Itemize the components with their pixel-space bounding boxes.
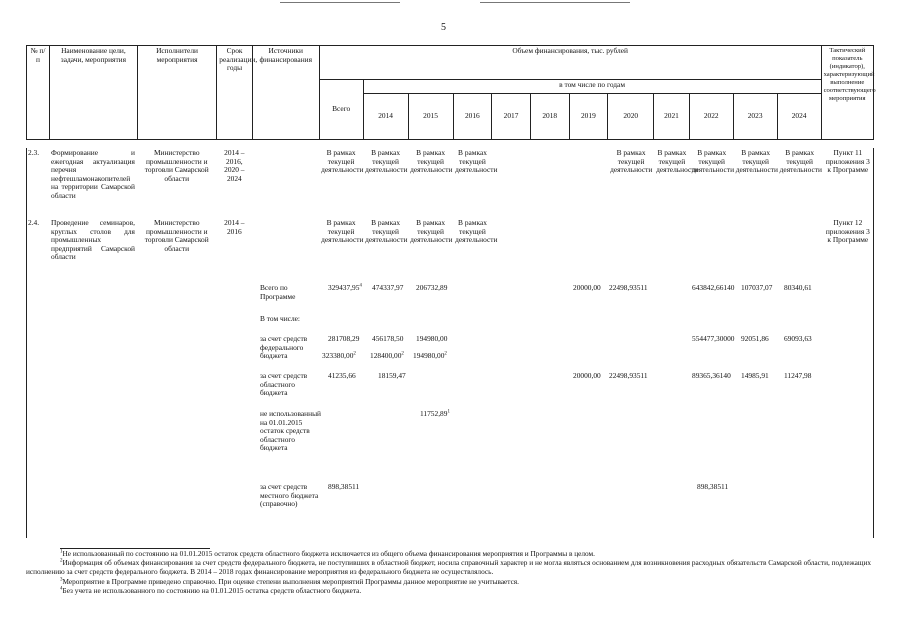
year-header: 2022 xyxy=(689,94,733,140)
top-rule xyxy=(280,2,400,3)
year-header: 2015 xyxy=(408,94,453,140)
total-2019: 20000,00 xyxy=(573,283,601,292)
year-header: 2024 xyxy=(777,94,821,140)
fed-2024: 69093,63 xyxy=(784,334,812,343)
cell-2014: В рамках текущей деятельности xyxy=(365,218,408,245)
fed-2014: 456178,50 xyxy=(372,334,404,343)
footnote: $^2$Информация об объемах финансирования за счет средств федерального бюджета, не поступивших в областной бюджет, носила справочный характер и не могла являться основанием для возникновения расходных обязательств Самарской области, подлежащих исполнению за счет средств федерального бюджета. В 2014 – 2018 годах финансирование мероприятия из федерального бюджета не осуществлялось. xyxy=(26,558,872,576)
reg-2020: 22498,93511 xyxy=(609,371,648,380)
reg-2019: 20000,00 xyxy=(573,371,601,380)
col-term: Срок реализации, годы xyxy=(217,46,253,140)
total-2015: 206732,89 xyxy=(416,283,448,292)
fed-total-2: 323380,00$^2$ xyxy=(322,351,356,360)
local-total: 898,38511 xyxy=(328,482,360,491)
row-name: Формирование и ежегодная актуализация перечня нефтешламонакопителей на территории Самарской области xyxy=(51,148,135,200)
cell-2015: В рамках текущей деятельности xyxy=(410,148,453,175)
cell-2024: В рамках текущей деятельности xyxy=(779,148,822,175)
total-2014: 474337,97 xyxy=(372,283,404,292)
finance-table-body xyxy=(26,148,874,278)
page-number: 5 xyxy=(441,22,446,33)
cell-2015: В рамках текущей деятельности xyxy=(410,218,453,245)
col-volume: Объем финансирования, тыс. рублей xyxy=(319,46,821,80)
col-by-years: в том числе по годам xyxy=(363,80,821,94)
col-executors: Исполнители мероприятия xyxy=(137,46,216,140)
table-left-border xyxy=(26,148,27,538)
local-2022: 898,38511 xyxy=(697,482,729,491)
finance-table-header xyxy=(26,45,874,140)
reg-label: за счет средств областного бюджета xyxy=(260,371,308,398)
fed-label: за счет средств федерального бюджета xyxy=(260,334,308,361)
row-executor: Министерство промышленности и торговли Самарской области xyxy=(144,218,209,253)
year-header: 2023 xyxy=(733,94,777,140)
incl-label: В том числе: xyxy=(260,314,300,323)
col-sources: Источники финансирования xyxy=(252,46,319,140)
fed-2022: 554477,30000 xyxy=(692,334,735,343)
table-row xyxy=(26,148,874,218)
table-right-border xyxy=(873,148,874,538)
col-indicator: Тактический показатель (индикатор), характеризующий выполнение соответствующего мероприятия xyxy=(821,46,873,140)
total-2024: 80340,61 xyxy=(784,283,812,292)
local-label: за счет средств местного бюджета (справочно) xyxy=(260,482,319,509)
year-header: 2020 xyxy=(608,94,654,140)
year-header: 2019 xyxy=(569,94,608,140)
unused-label: не использованный на 01.01.2015 остаток средств областного бюджета xyxy=(260,409,322,453)
col-total: Всего xyxy=(319,80,363,140)
year-header: 2017 xyxy=(492,94,531,140)
year-header: 2014 xyxy=(363,94,408,140)
row-indicator: Пункт 11 приложения 3 к Программе xyxy=(825,148,870,175)
row-term: 2014 – 2016 xyxy=(224,218,245,236)
top-rule xyxy=(480,2,630,3)
total-value: 329437,95$^4$ xyxy=(328,283,362,292)
cell-2020: В рамках текущей деятельности xyxy=(610,148,653,175)
row-name: Проведение семинаров, круглых столов для промышленных предприятий Самарской области xyxy=(51,218,135,262)
row-num: 2.4. xyxy=(28,218,40,227)
fed-2015-b: 194980,00$^2$ xyxy=(413,351,447,360)
fed-2015: 194980,00 xyxy=(416,334,448,343)
fed-total: 281708,29 xyxy=(328,334,360,343)
fed-2014-b: 128400,00$^2$ xyxy=(370,351,404,360)
footnote: $^4$Без учета не использованного по состоянию на 01.01.2015 остатка средств областного бюджета. xyxy=(60,586,362,595)
cell-2016: В рамках текущей деятельности xyxy=(455,218,498,245)
reg-total: 41235,66 xyxy=(328,371,356,380)
total-2022: 643842,66140 xyxy=(692,283,735,292)
total-2020: 22498,93511 xyxy=(609,283,648,292)
col-num: № п/п xyxy=(27,46,50,140)
footnote: $^3$Мероприятие в Программе приведено справочно. При оценке степени выполнения мероприятий Программы данное мероприятие не учитывается. xyxy=(60,577,519,586)
total-label: Всего по Программе xyxy=(260,283,296,301)
cell-2022: В рамках текущей деятельности xyxy=(691,148,735,175)
reg-2023: 14985,91 xyxy=(741,371,769,380)
fed-2023: 92051,86 xyxy=(741,334,769,343)
cell-2023: В рамках текущей деятельности xyxy=(735,148,778,175)
year-header: 2021 xyxy=(654,94,690,140)
reg-2022: 89365,36140 xyxy=(692,371,731,380)
table-row xyxy=(26,218,874,278)
year-header: 2016 xyxy=(453,94,492,140)
row-total: В рамках текущей деятельности xyxy=(321,218,364,245)
row-term: 2014 – 2016, 2020 – 2024 xyxy=(224,148,245,183)
year-header: 2018 xyxy=(530,94,569,140)
unused-2015: 11752,89$^1$ xyxy=(420,409,450,418)
col-name: Наименование цели, задачи, мероприятия xyxy=(50,46,138,140)
reg-2014: 18159,47 xyxy=(378,371,406,380)
footnote: $^1$Не использованный по состоянию на 01.01.2015 остаток средств областного бюджета исключается из общего объема финансирования мероприятия и Программы в целом. xyxy=(60,549,595,558)
row-num: 2.3. xyxy=(28,148,40,157)
total-2023: 107037,07 xyxy=(741,283,773,292)
row-executor: Министерство промышленности и торговли Самарской области xyxy=(144,148,209,183)
row-total: В рамках текущей деятельности xyxy=(321,148,364,175)
reg-2024: 11247,98 xyxy=(784,371,812,380)
row-indicator: Пункт 12 приложения 3 к Программе xyxy=(825,218,870,245)
cell-2014: В рамках текущей деятельности xyxy=(365,148,408,175)
cell-2021: В рамках текущей деятельности xyxy=(656,148,699,175)
cell-2016: В рамках текущей деятельности xyxy=(455,148,498,175)
